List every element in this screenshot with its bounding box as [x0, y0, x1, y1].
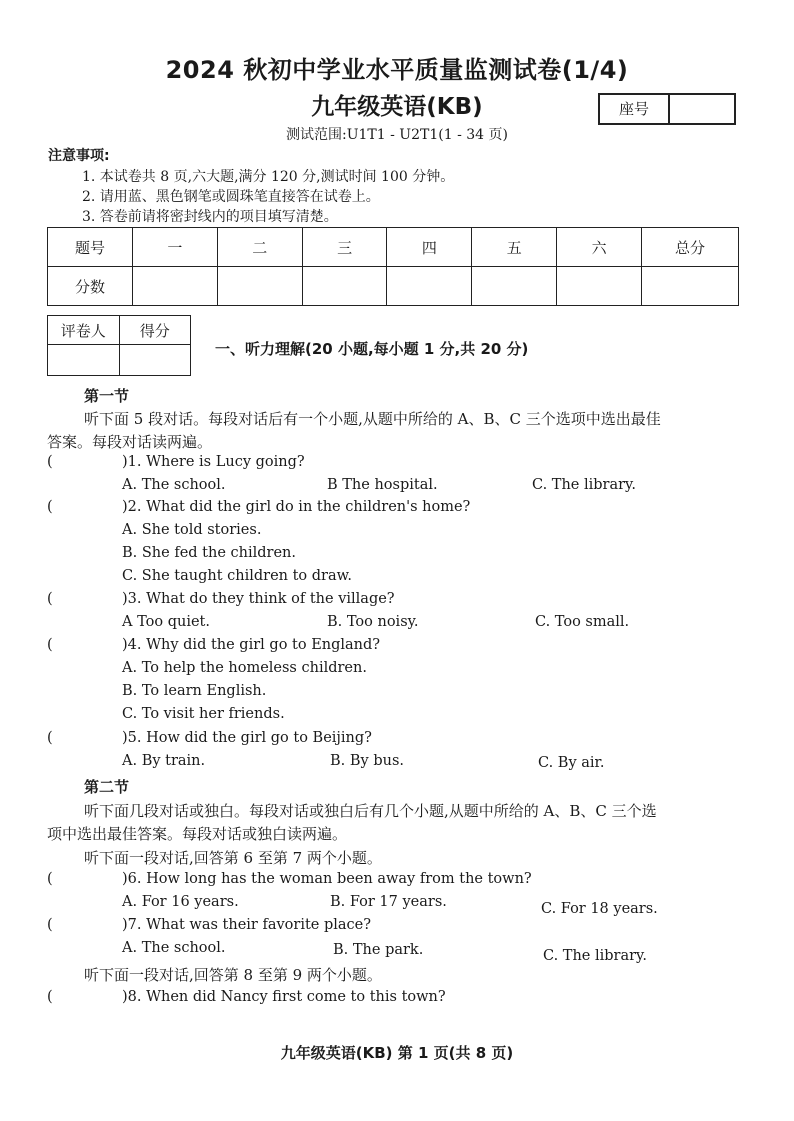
option-a: A. To help the homeless children. [122, 660, 367, 676]
note-item: 2. 请用蓝、黑色钢笔或圆珠笔直接答在试卷上。 [82, 189, 380, 205]
question-text: )2. What did the girl do in the children's home? [122, 499, 471, 515]
instruction-text: 项中选出最佳答案。每段对话或独白读两遍。 [47, 825, 348, 843]
question-text: )6. How long has the woman been away from the town? [122, 871, 532, 887]
grader-field[interactable] [119, 345, 191, 376]
option-b: B. To learn English. [122, 683, 267, 699]
option-b: B The hospital. [327, 477, 438, 493]
question [47, 730, 372, 746]
option-a: A. By train. [122, 753, 206, 769]
score-field[interactable] [387, 267, 472, 306]
part-label: 第二节 [84, 778, 130, 796]
group-instruction: 听下面一段对话,回答第 8 至第 9 两个小题。 [84, 966, 382, 984]
option-b: B. She fed the children. [122, 545, 297, 561]
option-b: B. The park. [333, 942, 424, 958]
option-b: B. By bus. [330, 753, 405, 769]
question [47, 454, 305, 470]
instruction-text: 听下面 5 段对话。每段对话后有一个小题,从题中所给的 A、B、C 三个选项中选出最佳 [84, 410, 661, 428]
instruction-text: 听下面几段对话或独白。每段对话或独白后有几个小题,从题中所给的 A、B、C 三个选 [84, 802, 657, 820]
answer-bracket[interactable]: ( [47, 871, 53, 887]
section-heading: 一、听力理解(20 小题,每小题 1 分,共 20 分) [215, 340, 529, 358]
answer-bracket[interactable]: ( [47, 730, 53, 746]
question [47, 591, 395, 607]
seat-number-label: 座号 [600, 95, 670, 123]
option-a: A. The school. [122, 477, 226, 493]
score-table [47, 227, 739, 306]
option-a: A. The school. [122, 940, 226, 956]
score-table-score-row [48, 267, 739, 306]
question-text: )3. What do they think of the village? [122, 591, 395, 607]
option-c: C. The library. [543, 948, 647, 964]
question-text: )7. What was their favorite place? [122, 917, 372, 933]
score-table-cell: 一 [133, 228, 218, 267]
score-table-cell: 题号 [48, 228, 133, 267]
note-item: 3. 答卷前请将密封线内的项目填写清楚。 [82, 209, 338, 225]
score-table-cell: 分数 [48, 267, 133, 306]
option-b: B. Too noisy. [327, 614, 419, 630]
exam-title: 2024 秋初中学业水平质量监测试卷(1/4) [165, 56, 629, 84]
group-instruction: 听下面一段对话,回答第 6 至第 7 两个小题。 [84, 849, 382, 867]
grader-table [47, 315, 191, 376]
answer-bracket[interactable]: ( [47, 454, 53, 470]
score-field[interactable] [133, 267, 218, 306]
grader-label: 得分 [119, 316, 191, 345]
test-range: 测试范围:U1T1 - U2T1(1 - 34 页) [286, 127, 508, 143]
option-a: A Too quiet. [122, 614, 210, 630]
score-table-header-row [48, 228, 739, 267]
question-text: )4. Why did the girl go to England? [122, 637, 381, 653]
question-text: )8. When did Nancy first come to this town? [122, 989, 446, 1005]
question [47, 989, 446, 1005]
note-item: 1. 本试卷共 8 页,六大题,满分 120 分,测试时间 100 分钟。 [82, 169, 455, 185]
seat-number-box [598, 93, 736, 125]
option-c: C. The library. [532, 477, 636, 493]
score-table-cell: 三 [302, 228, 387, 267]
answer-bracket[interactable]: ( [47, 637, 53, 653]
seat-number-field[interactable] [670, 95, 734, 123]
score-table-cell: 六 [557, 228, 642, 267]
page-footer: 九年级英语(KB) 第 1 页(共 8 页) [280, 1044, 514, 1062]
question [47, 871, 532, 887]
score-field[interactable] [472, 267, 557, 306]
option-c: C. To visit her friends. [122, 706, 285, 722]
question-text: )1. Where is Lucy going? [122, 454, 305, 470]
option-a: A. For 16 years. [122, 894, 239, 910]
option-b: B. For 17 years. [330, 894, 447, 910]
option-a: A. She told stories. [122, 522, 262, 538]
score-field[interactable] [642, 267, 739, 306]
answer-bracket[interactable]: ( [47, 989, 53, 1005]
score-table-cell: 二 [217, 228, 302, 267]
option-c: C. Too small. [535, 614, 630, 630]
question [47, 917, 371, 933]
score-table-cell: 五 [472, 228, 557, 267]
grader-field[interactable] [48, 345, 120, 376]
option-c: C. By air. [538, 755, 605, 771]
answer-bracket[interactable]: ( [47, 917, 53, 933]
question [47, 499, 470, 515]
part-label: 第一节 [84, 387, 130, 405]
answer-bracket[interactable]: ( [47, 499, 53, 515]
question [47, 637, 380, 653]
question-text: )5. How did the girl go to Beijing? [122, 730, 372, 746]
option-c: C. For 18 years. [541, 901, 658, 917]
score-field[interactable] [557, 267, 642, 306]
answer-bracket[interactable]: ( [47, 591, 53, 607]
notes-heading: 注意事项: [48, 148, 110, 164]
instruction-text: 答案。每段对话读两遍。 [47, 433, 213, 451]
score-field[interactable] [302, 267, 387, 306]
score-table-cell: 四 [387, 228, 472, 267]
grader-label: 评卷人 [48, 316, 120, 345]
score-table-cell: 总分 [642, 228, 739, 267]
score-field[interactable] [217, 267, 302, 306]
exam-subtitle: 九年级英语(KB) [311, 94, 483, 120]
option-c: C. She taught children to draw. [122, 568, 352, 584]
